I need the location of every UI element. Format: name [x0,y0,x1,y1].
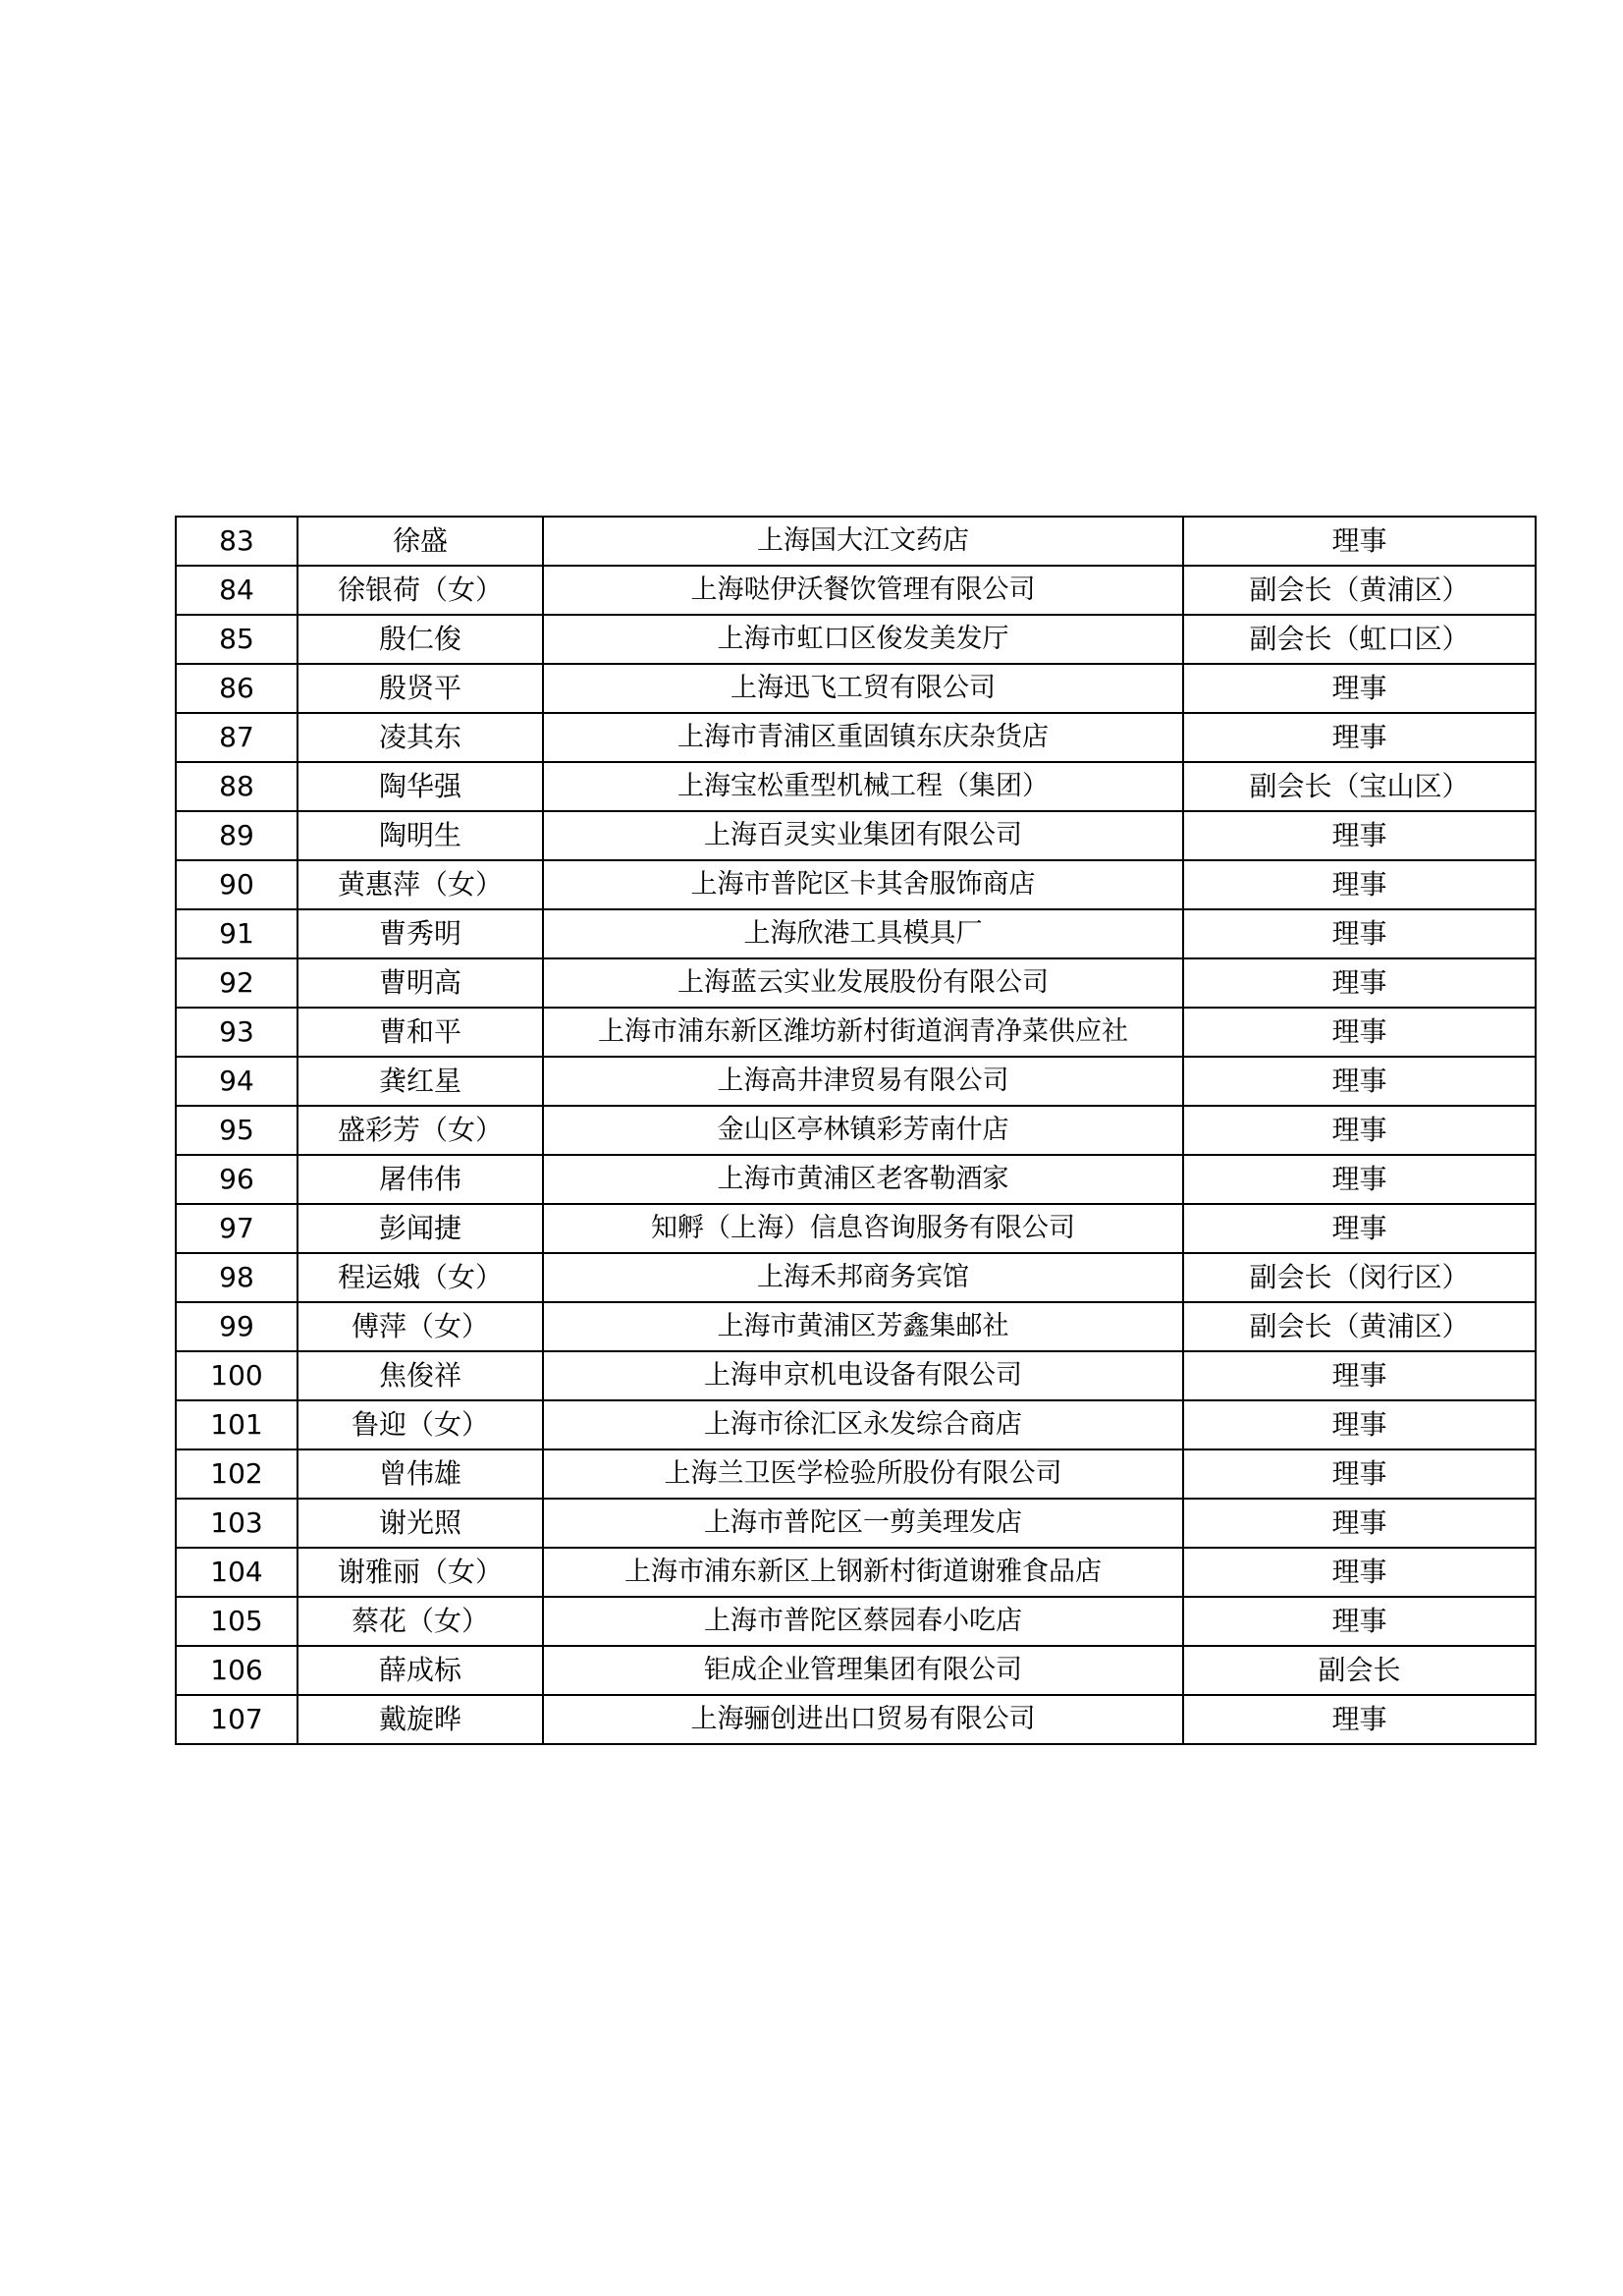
member-name: 陶明生 [298,811,543,860]
member-organization: 上海兰卫医学检验所股份有限公司 [543,1449,1183,1499]
row-number: 97 [176,1204,298,1253]
member-name: 盛彩芳（女） [298,1106,543,1155]
member-name: 傅萍（女） [298,1302,543,1351]
member-name: 程运娥（女） [298,1253,543,1302]
table-row [176,811,1536,860]
member-name: 曹和平 [298,1008,543,1057]
table-row [176,958,1536,1008]
member-role: 理事 [1183,1400,1536,1449]
row-number: 87 [176,713,298,762]
row-number: 104 [176,1548,298,1597]
member-organization: 知孵（上海）信息咨询服务有限公司 [543,1204,1183,1253]
member-role: 理事 [1183,1597,1536,1646]
member-organization: 上海禾邦商务宾馆 [543,1253,1183,1302]
member-organization: 上海市浦东新区潍坊新村街道润青净菜供应社 [543,1008,1183,1057]
member-organization: 上海蓝云实业发展股份有限公司 [543,958,1183,1008]
member-name: 蔡花（女） [298,1597,543,1646]
member-name: 徐银荷（女） [298,566,543,615]
member-role: 理事 [1183,1155,1536,1204]
table-row [176,1695,1536,1744]
row-number: 105 [176,1597,298,1646]
member-role: 副会长（宝山区） [1183,762,1536,811]
row-number: 93 [176,1008,298,1057]
member-name: 彭闻捷 [298,1204,543,1253]
row-number: 90 [176,860,298,909]
member-role: 副会长 [1183,1646,1536,1695]
member-name: 戴旋晔 [298,1695,543,1744]
member-name: 徐盛 [298,517,543,566]
table-row [176,860,1536,909]
member-organization: 钜成企业管理集团有限公司 [543,1646,1183,1695]
row-number: 98 [176,1253,298,1302]
table-row [176,1400,1536,1449]
member-name: 曹明高 [298,958,543,1008]
member-role: 理事 [1183,664,1536,713]
table-row [176,1106,1536,1155]
member-organization: 上海市青浦区重固镇东庆杂货店 [543,713,1183,762]
member-role: 理事 [1183,811,1536,860]
member-role: 副会长（黄浦区） [1183,1302,1536,1351]
table-row [176,615,1536,664]
member-roster-table [175,516,1537,1745]
member-organization: 上海哒伊沃餐饮管理有限公司 [543,566,1183,615]
row-number: 92 [176,958,298,1008]
member-role: 理事 [1183,1499,1536,1548]
member-organization: 上海市虹口区俊发美发厅 [543,615,1183,664]
member-name: 谢雅丽（女） [298,1548,543,1597]
member-organization: 上海市普陀区一剪美理发店 [543,1499,1183,1548]
member-role: 理事 [1183,1548,1536,1597]
table-row [176,1646,1536,1695]
table-row [176,1548,1536,1597]
member-organization: 上海市徐汇区永发综合商店 [543,1400,1183,1449]
member-name: 殷贤平 [298,664,543,713]
member-name: 薛成标 [298,1646,543,1695]
member-organization: 上海宝松重型机械工程（集团） [543,762,1183,811]
member-name: 焦俊祥 [298,1351,543,1400]
member-organization: 上海国大江文药店 [543,517,1183,566]
table-row [176,1351,1536,1400]
row-number: 84 [176,566,298,615]
member-role: 理事 [1183,713,1536,762]
row-number: 86 [176,664,298,713]
member-role: 理事 [1183,860,1536,909]
member-name: 黄惠萍（女） [298,860,543,909]
row-number: 94 [176,1057,298,1106]
table-row [176,517,1536,566]
row-number: 83 [176,517,298,566]
table-row [176,566,1536,615]
table-row [176,664,1536,713]
row-number: 107 [176,1695,298,1744]
member-organization: 上海高井津贸易有限公司 [543,1057,1183,1106]
member-organization: 上海市黄浦区老客勒酒家 [543,1155,1183,1204]
member-role: 理事 [1183,958,1536,1008]
member-organization: 金山区亭林镇彩芳南什店 [543,1106,1183,1155]
member-role: 副会长（虹口区） [1183,615,1536,664]
table-row [176,1449,1536,1499]
member-organization: 上海骊创进出口贸易有限公司 [543,1695,1183,1744]
member-name: 龚红星 [298,1057,543,1106]
member-role: 理事 [1183,1057,1536,1106]
table-row [176,1204,1536,1253]
table-row [176,1057,1536,1106]
member-role: 副会长（黄浦区） [1183,566,1536,615]
member-organization: 上海市浦东新区上钢新村街道谢雅食品店 [543,1548,1183,1597]
member-organization: 上海市普陀区卡其舍服饰商店 [543,860,1183,909]
row-number: 106 [176,1646,298,1695]
member-organization: 上海市黄浦区芳鑫集邮社 [543,1302,1183,1351]
member-name: 谢光照 [298,1499,543,1548]
row-number: 95 [176,1106,298,1155]
table-row [176,1155,1536,1204]
member-name: 殷仁俊 [298,615,543,664]
row-number: 91 [176,909,298,958]
member-role: 理事 [1183,517,1536,566]
table-row [176,1302,1536,1351]
member-role: 理事 [1183,1204,1536,1253]
member-role: 理事 [1183,1008,1536,1057]
member-organization: 上海申京机电设备有限公司 [543,1351,1183,1400]
table-row [176,762,1536,811]
row-number: 102 [176,1449,298,1499]
member-organization: 上海市普陀区蔡园春小吃店 [543,1597,1183,1646]
member-role: 理事 [1183,909,1536,958]
member-organization: 上海欣港工具模具厂 [543,909,1183,958]
member-role: 理事 [1183,1351,1536,1400]
member-name: 陶华强 [298,762,543,811]
row-number: 101 [176,1400,298,1449]
member-role: 理事 [1183,1449,1536,1499]
row-number: 100 [176,1351,298,1400]
member-name: 曹秀明 [298,909,543,958]
member-name: 鲁迎（女） [298,1400,543,1449]
member-name: 屠伟伟 [298,1155,543,1204]
table-row [176,713,1536,762]
member-name: 凌其东 [298,713,543,762]
member-organization: 上海百灵实业集团有限公司 [543,811,1183,860]
table-row [176,1499,1536,1548]
table-row [176,1253,1536,1302]
table-row [176,1597,1536,1646]
row-number: 96 [176,1155,298,1204]
row-number: 103 [176,1499,298,1548]
row-number: 88 [176,762,298,811]
row-number: 99 [176,1302,298,1351]
row-number: 89 [176,811,298,860]
member-role: 副会长（闵行区） [1183,1253,1536,1302]
roster-body [176,517,1536,1744]
table-row [176,1008,1536,1057]
table-row [176,909,1536,958]
row-number: 85 [176,615,298,664]
member-name: 曾伟雄 [298,1449,543,1499]
member-role: 理事 [1183,1106,1536,1155]
member-role: 理事 [1183,1695,1536,1744]
member-organization: 上海迅飞工贸有限公司 [543,664,1183,713]
